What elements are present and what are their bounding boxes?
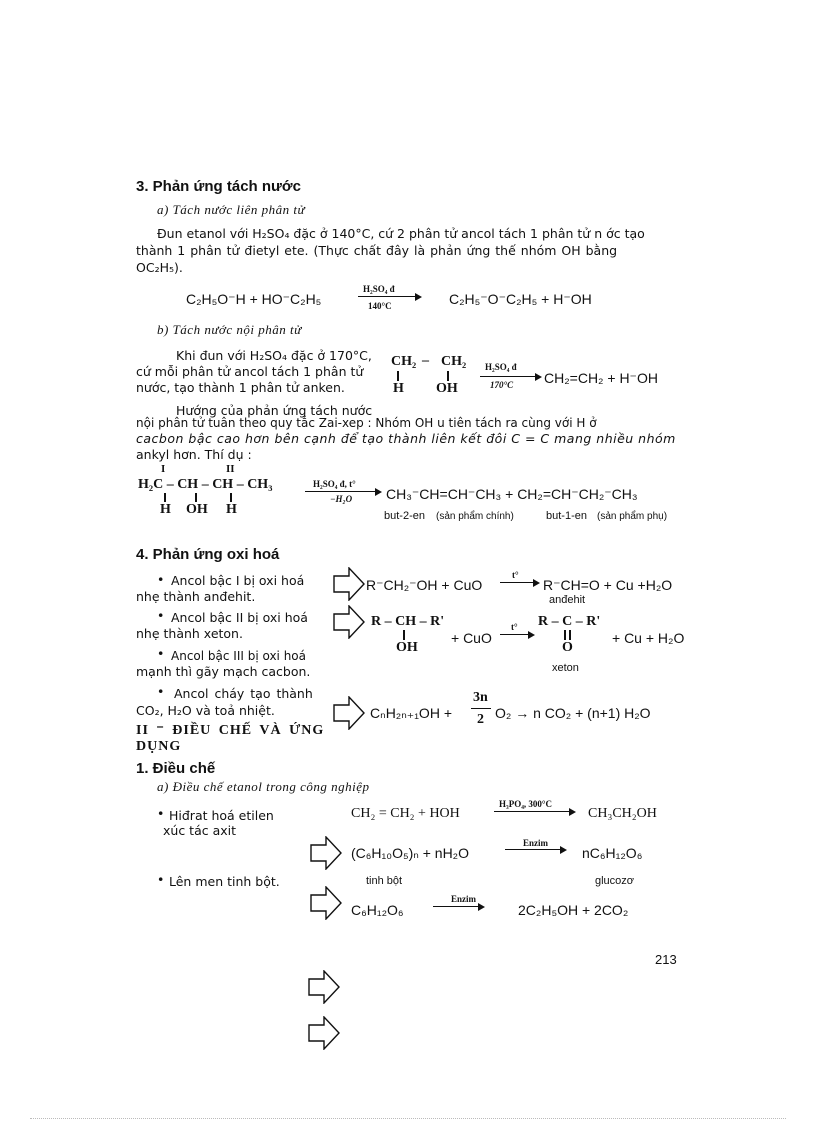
ox2-caption: xeton (552, 662, 579, 674)
prep3-arrow (433, 906, 483, 907)
eq3-caption-2b: (sản phẩm phụ) (597, 511, 668, 522)
prep1-text-line2: xúc tác axit (163, 823, 237, 838)
bullet-dot: • (157, 608, 165, 623)
prep3-reactant: C₆H₁₂O₆ (351, 902, 404, 918)
para-c-line3: cacbon bậc cao hơn bên cạnh để tạo thành liên kết đôi C = C mang nhiều nhóm (136, 431, 676, 446)
eq3-roman-1: I (161, 463, 166, 475)
eq3-oh: OH (186, 502, 208, 517)
prep2-caption-1: tinh bột (366, 875, 403, 887)
prep2-reactants: (C₆H₁₀O₅)ₙ + nH₂O (351, 845, 470, 861)
ox1-condition: t° (512, 570, 519, 580)
page-number: 213 (655, 952, 677, 967)
eq3-arrow (305, 491, 380, 492)
part2-heading-line1: II ⁻ ĐIỀU CHẾ VÀ ỨNG (136, 723, 325, 738)
prep2-product: nC₆H₁₂O₆ (582, 845, 643, 861)
prep3-condition: Enzim (451, 894, 477, 904)
eq2-oh: OH (436, 381, 458, 396)
eq1-products: C₂H₅⁻O⁻C₂H₅ + H⁻OH (449, 291, 592, 307)
ox4-fraction-den: 2 (477, 712, 484, 727)
eq3-caption-2: but-1-en (546, 510, 587, 522)
para-a-line3: OC₂H₅). (136, 260, 183, 275)
ox4-fraction-bar (471, 708, 491, 709)
eq3-catalyst: H₂SO₄ đ, t° (313, 479, 356, 489)
ox3-text-line1: Ancol bậc III bị oxi hoá (171, 649, 307, 663)
para-a-line1: Đun etanol với H₂SO₄ đặc ở 140°C, cứ 2 phân tử ancol tách 1 phân tử n ớc tạo (157, 226, 645, 241)
eq3-bond-3 (230, 493, 232, 502)
bullet-dot: • (157, 572, 165, 587)
implies-arrow-icon (310, 836, 342, 870)
section3-sub-a: a) Tách nước liên phân tử (157, 202, 306, 217)
eq3-condition: −H₂O (330, 494, 353, 504)
eq3-caption-1: but-2-en (384, 510, 425, 522)
para-a-line2: thành 1 phân tử đietyl ete. (Thực chất đây là phản ứng thế nhóm OH bằng (136, 243, 618, 258)
para-c-line2: nội phân tử tuân theo quy tắc Zai-xep : Nhóm OH u tiên tách ra cùng với H ở (136, 416, 597, 430)
bullet-dot: • (157, 684, 165, 699)
ox1-text-line2: nhẹ thành anđehit. (136, 589, 256, 604)
ox2-right: + Cu + H₂O (612, 630, 685, 646)
prep1-product: CH₃CH₂OH (588, 806, 657, 821)
bullet-dot: • (157, 806, 165, 821)
eq1-reactants: C₂H₅O⁻H + HO⁻C₂H₅ (186, 291, 322, 307)
para-b-line2: cứ mỗi phân tử ancol tách 1 phân tử (136, 364, 364, 379)
eq2-arrow (480, 376, 540, 377)
ox2-text-line2: nhẹ thành xeton. (136, 626, 243, 641)
eq3-bond-2 (195, 493, 197, 502)
ox2-condition: t° (511, 622, 518, 632)
ox1-caption: anđehit (549, 594, 586, 606)
implies-arrow-icon (333, 605, 365, 639)
prep1-text-line1: Hiđrat hoá etilen (169, 808, 274, 823)
ox4-fraction-num: 3n (473, 690, 488, 705)
para-b-line3: nước, tạo thành 1 phân tử anken. (136, 380, 345, 395)
eq2-bond-left (397, 371, 399, 381)
ox2-arrow (500, 634, 533, 635)
implies-arrow-icon (308, 970, 340, 1004)
eq3-h1: H (160, 502, 171, 517)
eq1-arrow (358, 296, 420, 297)
section3-sub-b: b) Tách nước nội phân tử (157, 322, 302, 337)
implies-arrow-icon (308, 1016, 340, 1050)
eq2-temperature: 170°C (490, 380, 514, 390)
ox1-products: R⁻CH=O + Cu +H₂O (543, 577, 673, 593)
ox2-bond (403, 630, 405, 640)
eq3-h2: H (226, 502, 237, 517)
para-c-line4: ankyl hơn. Thí dụ : (136, 447, 252, 462)
implies-arrow-icon (310, 886, 342, 920)
bullet-dot: • (157, 646, 165, 661)
eq2-h: H (393, 381, 404, 396)
para-b-line1: Khi đun với H₂SO₄ đặc ở 170°C, (176, 348, 372, 363)
section4-heading: 4. Phản ứng oxi hoá (136, 546, 280, 563)
part2-heading-line2: DỤNG (136, 739, 182, 754)
section3-heading: 3. Phản ứng tách nước (136, 178, 301, 195)
eq1-catalyst: H₂SO₄ đ (363, 284, 395, 294)
prep1-arrow (494, 811, 574, 812)
ox4-text-line1: Ancol cháy tạo thành (174, 686, 313, 701)
page: 3. Phản ứng tách nước a) Tách nước liên phân tử Đun etanol với H₂SO₄ đặc ở 140°C, cứ 2 phân tử ancol tách 1 phân tử n ớc tạo thành 1 phân tử đietyl ete. (Thực chất đây là phản ứng thế nhóm OH bằng OC₂H₅). C₂H₅O⁻H + HO⁻C₂H₅ H₂SO₄ đ 140°C C₂H₅⁻O⁻C₂H₅ + H⁻OH b) Tách nước nội phân tử Khi đun với H₂SO₄ đặc ở 170°C, cứ mỗi phân tử ancol tách 1 phân tử nước, tạo thành 1 phân tử anken. CH₂ – CH₂ H OH H₂SO₄ đ 170°C CH₂=CH₂ + H⁻OH Hướng của phản ứng tách nước nội phân tử tuân theo quy tắc Zai-xep : Nhóm OH u tiên tách ra cùng với H ở cacbon bậc cao hơn bên cạnh để tạo thành liên kết đôi C = C mang nhiều nhóm ankyl hơn. Thí dụ : I II H₂C – CH – CH – CH₃ H OH H H₂SO₄ đ, t° −H₂O CH₃⁻CH=CH⁻CH₃ + CH₂=CH⁻CH₂⁻CH₃ but-2-en (sản phẩm chính) but-1-en (sản phẩm phụ) 4. Phản ứng oxi hoá • Ancol bậc I bị oxi hoá nhẹ thành anđehit. R⁻CH₂⁻OH + CuO t° R⁻CH=O + Cu +H₂O anđehit • Ancol bậc II bị oxi hoá nhẹ thành xeton. R – CH – R' OH + CuO t° R – C – R' O + Cu + H₂O xeton • Ancol bậc III bị oxi hoá mạnh thì gãy mạch cacbon. • Ancol cháy tạo thành CO₂, H₂O và toả nhiệt. CₙH₂ₙ₊₁OH + 3n 2 O₂ → n CO₂ + (n+1) H₂O II ⁻ ĐIỀU CHẾ VÀ ỨNG DỤNG 1. Điều chế a) Điều chế etanol trong công nghiệp • Hiđrat hoá etilen xúc tác axit CH₂ = CH₂ + HOH H₃PO₄, 300°C CH₃CH₂OH (C₆H₁₀O₅)ₙ + nH₂O Enzim nC₆H₁₂O₆ tinh bột glucozơ • Lên men tinh bột. C₆H₁₂O₆ Enzim 2C₂H₅OH + 2CO₂ 213 (0, 0, 816, 1123)
ox2-cuo: + CuO (451, 630, 492, 646)
ox2-oxygen: O (562, 640, 573, 655)
prep2-caption-2: glucozơ (595, 875, 635, 887)
eq1-temperature: 140°C (368, 301, 392, 311)
implies-arrow-icon (333, 696, 365, 730)
eq3-caption-1b: (sản phẩm chính) (436, 511, 514, 522)
page-bottom-border (30, 1118, 786, 1119)
prep3-products: 2C₂H₅OH + 2CO₂ (518, 902, 629, 918)
eq3-chain: H₂C – CH – CH – CH₃ (138, 477, 273, 492)
ox2-double-bond (564, 630, 571, 640)
prep1-condition: H₃PO₄, 300°C (499, 799, 552, 809)
eq2-ch2-right: CH₂ (441, 354, 467, 369)
eq2-bond-right (447, 371, 449, 381)
ox1-arrow (500, 582, 538, 583)
ox2-text-line1: Ancol bậc II bị oxi hoá (171, 610, 308, 625)
ox1-reactants: R⁻CH₂⁻OH + CuO (366, 577, 483, 593)
ox2-chain: R – CH – R' (371, 614, 445, 629)
part2-sub1a: a) Điều chế etanol trong công nghiệp (157, 779, 370, 794)
ox4-products: O₂ → n CO₂ + (n+1) H₂O (495, 705, 651, 721)
ox4-reactants: CₙH₂ₙ₊₁OH + (370, 705, 452, 721)
prep1-reactants: CH₂ = CH₂ + HOH (351, 806, 460, 821)
bullet-dot: • (157, 872, 165, 887)
ox4-text-line2: CO₂, H₂O và toả nhiệt. (136, 703, 275, 718)
eq2-products: CH₂=CH₂ + H⁻OH (544, 370, 658, 386)
prep2-arrow (505, 849, 565, 850)
prep2-condition: Enzim (523, 838, 549, 848)
ox3-text-line2: mạnh thì gãy mạch cacbon. (136, 664, 311, 679)
prep2-text: Lên men tinh bột. (169, 874, 280, 889)
eq3-roman-2: II (226, 463, 235, 475)
eq2-ch2-left: CH₂ (391, 354, 417, 369)
eq3-products: CH₃⁻CH=CH⁻CH₃ + CH₂=CH⁻CH₂⁻CH₃ (386, 486, 638, 502)
eq3-bond-1 (164, 493, 166, 502)
eq2-catalyst: H₂SO₄ đ (485, 362, 517, 372)
para-c-line1: Hướng của phản ứng tách nước (176, 403, 373, 418)
ox1-text-line1: Ancol bậc I bị oxi hoá (171, 573, 305, 588)
part2-sub1: 1. Điều chế (136, 760, 216, 777)
implies-arrow-icon (333, 567, 365, 601)
ox2-oh: OH (396, 640, 418, 655)
ox2-product-chain: R – C – R' (538, 614, 601, 629)
